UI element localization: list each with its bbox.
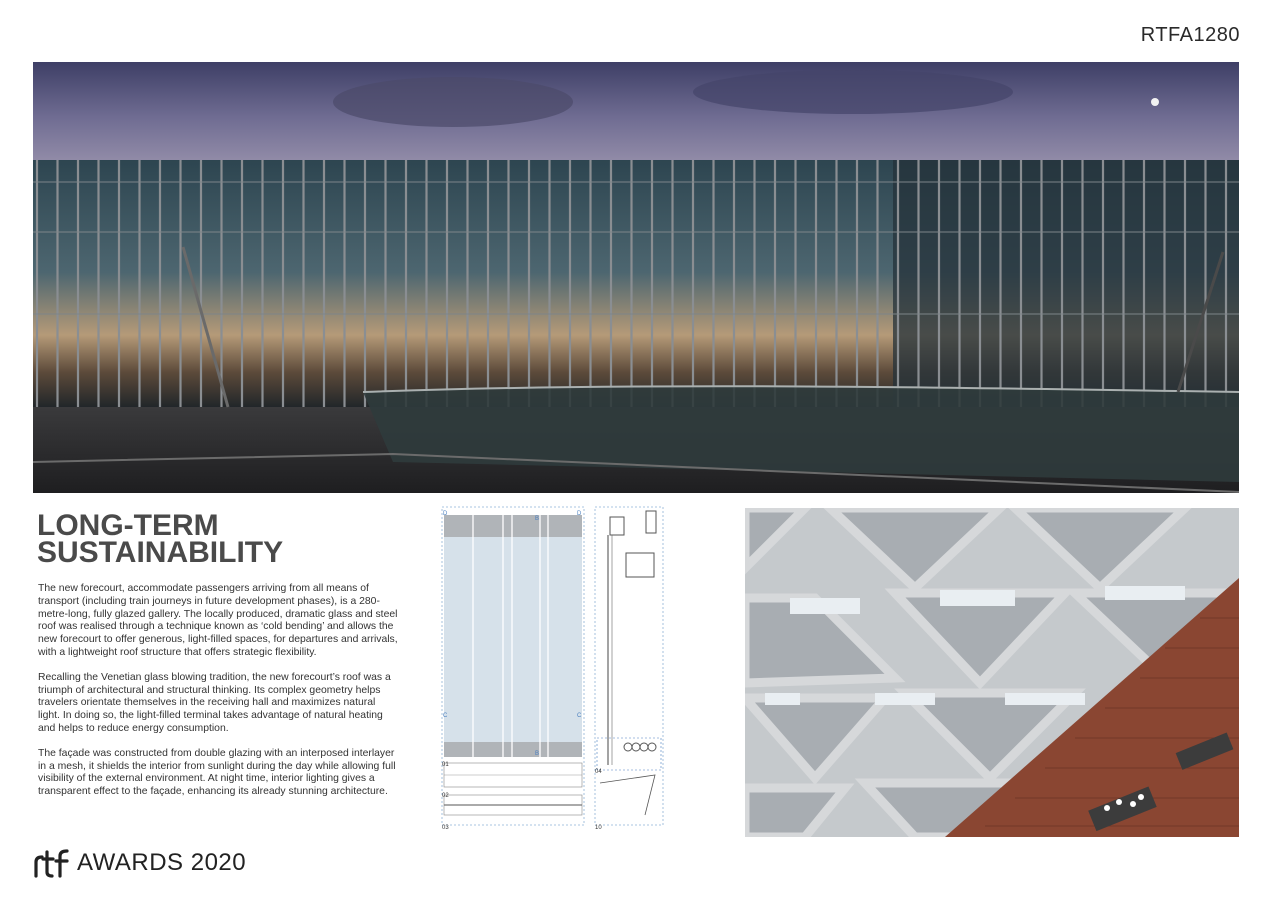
drawing-number: 03: [442, 825, 449, 830]
body-text: [38, 583, 398, 811]
paragraph: The new forecourt, accommodate passengers arriving from all means of transport (including train journeys in future development phases), is a 280-metre-long, fully glazed gallery. The locally produced, dramatic glass and steel roof was realised through a technique known as ‘cold bending’ and allows the new forecourt to offer generous, light-filled spaces, for departures and arrivals, with a lightweight roof structure that offers strategic flexibility.: [38, 583, 398, 658]
title-line-2: SUSTAINABILITY: [37, 536, 284, 569]
facade-illustration: [33, 62, 1239, 493]
drawing-label: B: [535, 516, 540, 522]
drawing-number: 04: [595, 769, 602, 775]
section-title: [37, 509, 284, 569]
ceiling-photo: [745, 508, 1239, 837]
facade-section-drawing: [440, 505, 665, 830]
awards-text: AWARDS 2020: [77, 849, 247, 876]
hero-photo-facade: [33, 62, 1239, 493]
title-line-1: LONG-TERM: [37, 509, 219, 542]
drawing-number: 02: [442, 793, 449, 799]
drawing-number: 01: [442, 762, 449, 768]
drawing-label: C: [443, 713, 448, 719]
rtf-awards-logo: [33, 848, 246, 878]
drawing-label: B: [535, 751, 540, 757]
drawing-label: D: [577, 511, 582, 517]
paragraph: The façade was constructed from double glazing with an interposed interlayer in a mesh, it shields the interior from sunlight during the day while allowing full visibility of the external environment. At night time, interior lighting gives a transparent effect to the façade, enhancing its already stunning architecture.: [38, 747, 396, 798]
drawing-label: C: [577, 713, 582, 719]
drawing-number: 10: [595, 825, 602, 830]
project-code: RTFA1280: [1140, 24, 1240, 46]
paragraph: Recalling the Venetian glass blowing tradition, the new forecourt’s roof was a triumph of architectural and structural thinking. Its complex geometry helps travelers orientate themselves in the receiving hall and maximizes natural light. In doing so, the light-filled terminal takes advantage of natural heating and helps to reduce energy consumption.: [38, 671, 391, 734]
drawing-label: D: [443, 511, 448, 517]
rtf-logo-icon: [33, 848, 71, 878]
